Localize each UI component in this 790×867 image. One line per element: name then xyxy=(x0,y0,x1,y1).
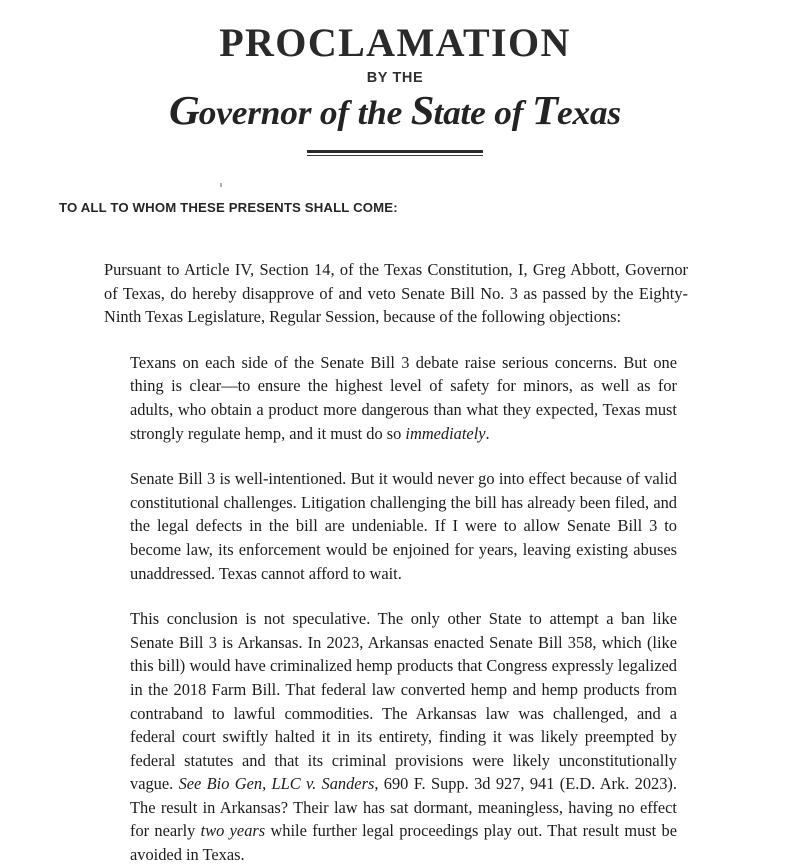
by-the-label: BY THE xyxy=(366,70,424,87)
issuer-initial-t: T xyxy=(531,87,557,134)
double-rule xyxy=(307,150,483,156)
paragraph-objection-1 xyxy=(130,351,677,445)
objection-3-text-1: This conclusion is not speculative. The only other State to attempt a ban like Senate Bill 3 is Arkansas. In 2023, Arkansas enacted Senate Bill 358, which (like this bill) would have criminalized hemp products that Congress expressly legalized in the 2018 Farm Bill. That federal law converted hemp and hemp products from contraband to lawful commodities. The Arkansas law was challenged, and a federal court swiftly halted it in its entirety, finding it was likely preempted by federal statutes and that its criminal provisions were likely unconstitutionally vague. xyxy=(130,609,677,794)
issuer-title xyxy=(0,87,790,134)
document-body xyxy=(0,258,790,867)
paragraph-lead-text: Pursuant to Article IV, Section 14, of the Texas Constitution, I, Greg Abbott, Governor of Texas, do hereby disapprove of and veto Senate Bill No. 3 as passed by the Eighty-Ninth Texas Legislature, Regular Session, because of the following objections: xyxy=(104,260,688,327)
objection-3-citation-case-name: See Bio Gen, LLC v. Sanders xyxy=(178,774,375,794)
scan-artifact-speck xyxy=(220,183,222,187)
paragraph-lead xyxy=(104,258,688,329)
objection-3-emphasis-two-years: two years xyxy=(200,821,266,841)
objection-1-text-1: Texans on each side of the Senate Bill 3 debate raise serious concerns. But one thing is clear—to ensure the highest level of safety for minors, as well as for adults, who obtain a product more dangerous than what they expected, Texas must strongly regulate hemp, and it must do so xyxy=(130,352,677,443)
issuer-initial-g: G xyxy=(169,87,199,134)
objection-2-text-1: Senate Bill 3 is well-intentioned. But it would never go into effect because of valid constitutional challenges. Litigation challenging the bill has already been filed, and the legal defects in the bill are undeniable. If I were to allow Senate Bill 3 to become law, its enforcement would be enjoined for years, leaving existing abuses unaddressed. Texas cannot afford to wait. xyxy=(130,469,677,583)
page-title: PROCLAMATION xyxy=(219,20,571,65)
paragraph-objection-2 xyxy=(130,467,677,585)
objection-1-emphasis-immediately: immediately xyxy=(405,423,486,443)
issuer-text-governor-of-the: overnor of the xyxy=(198,95,411,133)
issuer-initial-s: S xyxy=(410,87,434,134)
objection-1-text-2: . xyxy=(485,423,490,443)
issuer-text-state-of: tate of xyxy=(433,95,532,133)
salutation-line: TO ALL TO WHOM THESE PRESENTS SHALL COME: xyxy=(59,200,398,215)
rule-thin xyxy=(307,155,483,156)
paragraph-objection-3 xyxy=(130,607,677,867)
objection-3-text-2: , 690 F. Supp. 3d 927, 941 (E.D. Ark. 2023). The result in Arkansas? Their law has sat dormant, meaningless, having no effect for nearly xyxy=(130,774,677,841)
issuer-text-texas: exas xyxy=(556,95,621,133)
header-divider xyxy=(0,150,790,156)
objection-3-text-3: while further legal proceedings play out. That result must be avoided in Texas. xyxy=(130,821,677,865)
document-masthead xyxy=(0,0,790,156)
